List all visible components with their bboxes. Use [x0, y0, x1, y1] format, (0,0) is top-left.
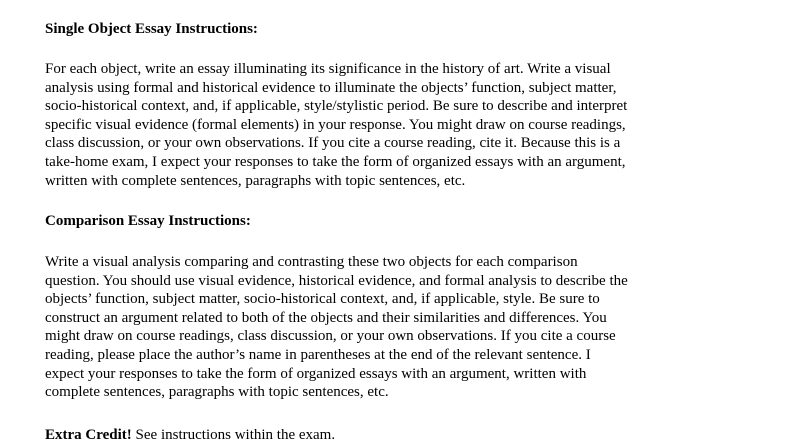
paragraph-line: complete sentences, paragraphs with topic sentences, etc.: [45, 384, 389, 401]
paragraph-line: socio-historical context, and, if applicable, style/stylistic period. Be sure to describe and interpret: [45, 98, 628, 115]
paragraph-line: objects’ function, subject matter, socio-historical context, and, if applicable, style. Be sure to: [45, 291, 600, 308]
paragraph-line: class discussion, or your own observations. If you cite a course reading, cite it. Because this is a: [45, 135, 621, 152]
paragraph-line: For each object, write an essay illuminating its significance in the history of art. Write a visual: [45, 61, 611, 77]
comparison-heading: Comparison Essay Instructions:: [45, 213, 251, 229]
paragraph-line: written with complete sentences, paragraphs with topic sentences, etc.: [45, 172, 466, 189]
comparison-paragraph: [45, 253, 628, 402]
paragraph-line: Write a visual analysis comparing and contrasting these two objects for each comparison: [45, 254, 578, 270]
single-object-paragraph: [45, 60, 627, 190]
paragraph-line: construct an argument related to both of the objects and their similarities and differences. You: [45, 309, 607, 326]
paragraph-line: might draw on course readings, class discussion, or your own observations. If you cite a course: [45, 328, 616, 345]
paragraph-line: specific visual evidence (formal elements) in your response. You might draw on course readings,: [45, 116, 626, 133]
extra-credit-text: See instructions within the exam.: [131, 427, 336, 443]
paragraph-line: reading, please place the author’s name in parentheses at the end of the relevant sentence. I: [45, 346, 591, 363]
single-object-heading: Single Object Essay Instructions:: [45, 21, 258, 37]
paragraph-line: question. You should use visual evidence, historical evidence, and formal analysis to describe the: [45, 272, 628, 289]
paragraph-line: expect your responses to take the form of organized essays with an argument, written with: [45, 365, 587, 382]
extra-credit-line: [45, 426, 335, 445]
paragraph-line: analysis using formal and historical evidence to illuminate the objects’ function, subject matter,: [45, 79, 617, 96]
paragraph-line: take-home exam, I expect your responses to take the form of organized essays with an argument,: [45, 153, 626, 170]
extra-credit-label: Extra Credit!: [45, 427, 132, 443]
